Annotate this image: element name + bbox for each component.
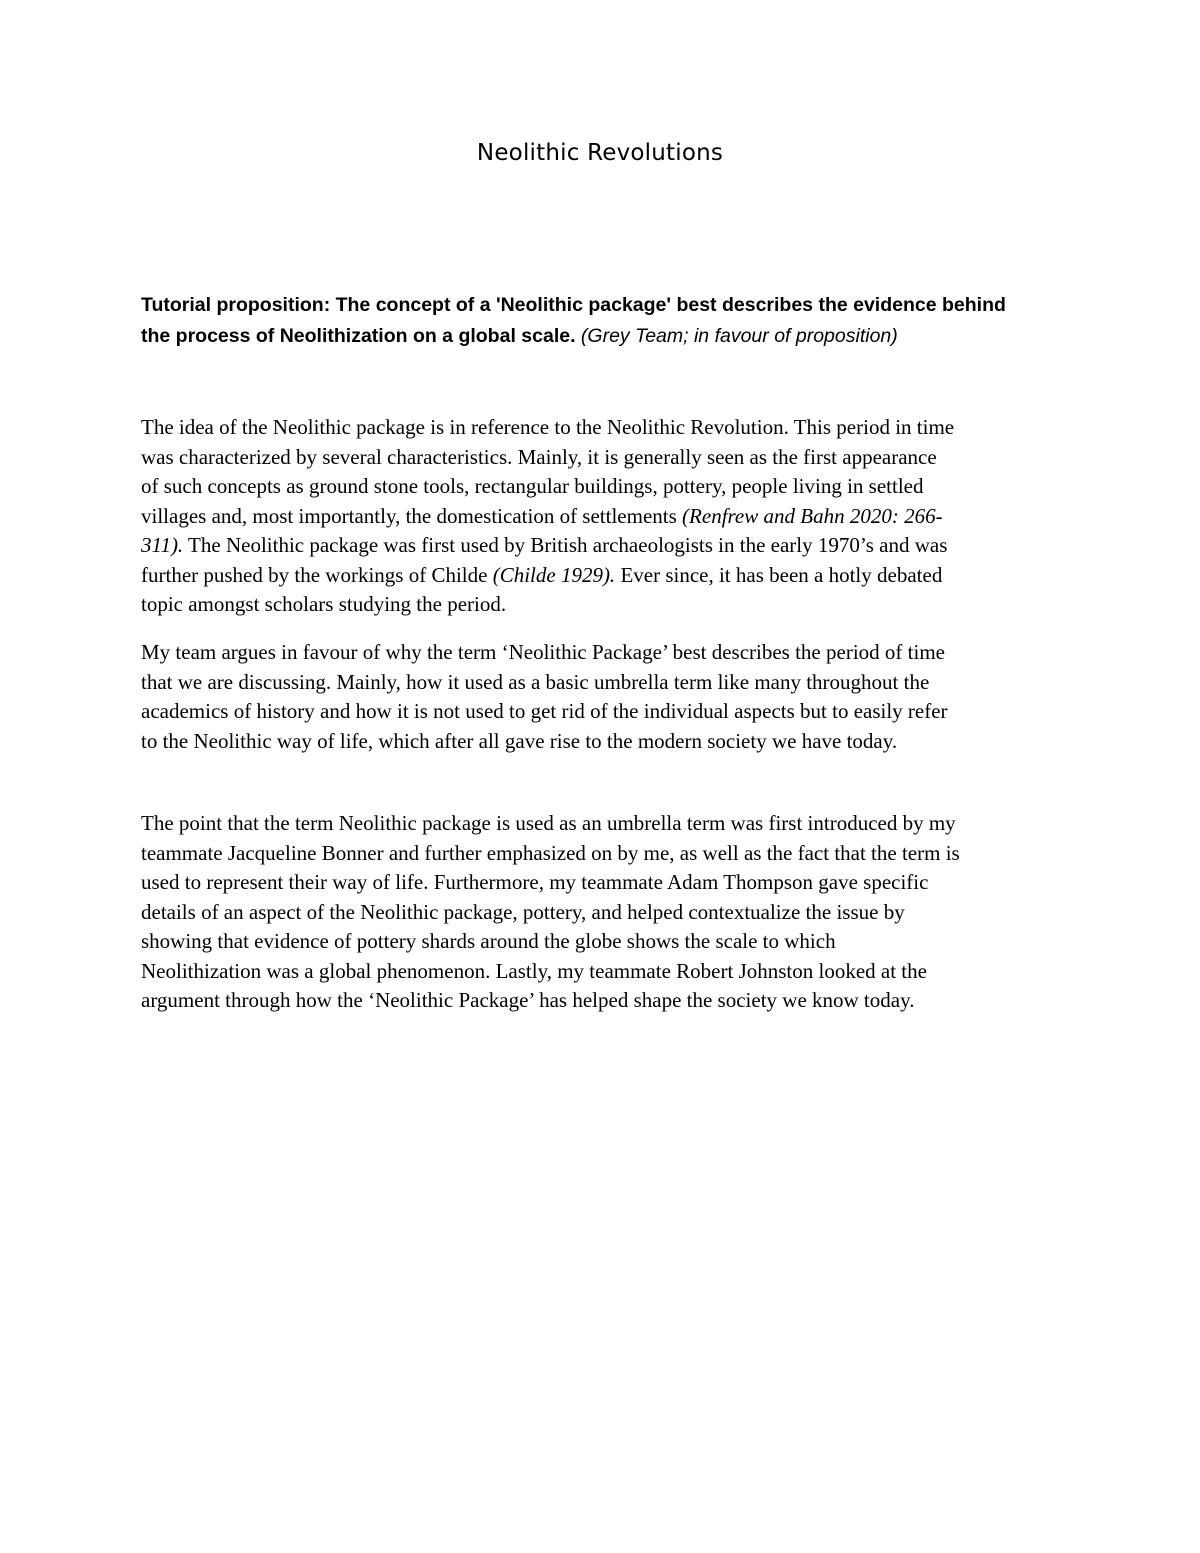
paragraph-2-line: My team argues in favour of why the term ‘Neolithic Package’ best describes the period of time [141, 640, 945, 664]
citation-renfrew-bahn: (Renfrew and Bahn 2020: 266- [682, 503, 943, 528]
tutorial-proposition [141, 290, 1071, 352]
paragraph-3-line: used to represent their way of life. Furthermore, my teammate Adam Thompson gave specific [141, 870, 929, 894]
paragraph-1-line: of such concepts as ground stone tools, rectangular buildings, pottery, people living in settled [141, 474, 924, 498]
paragraph-1-line: villages and, most importantly, the domestication of settlements [141, 503, 683, 528]
paragraph-3-line: showing that evidence of pottery shards around the globe shows the scale to which [141, 929, 836, 953]
paragraph-3-line: The point that the term Neolithic package is used as an umbrella term was first introduced by my [141, 811, 956, 835]
paragraph-2-line: academics of history and how it is not used to get rid of the individual aspects but to easily refer [141, 699, 948, 723]
citation-childe: (Childe 1929). [492, 562, 616, 587]
proposition-line-2: the process of Neolithization on a global scale. [141, 325, 576, 347]
document-title: Neolithic Revolutions [476, 140, 724, 166]
paragraph-1-line: was characterized by several characteristics. Mainly, it is generally seen as the first appearance [141, 444, 937, 469]
paragraph-1-line: topic amongst scholars studying the period. [141, 592, 507, 616]
paragraph-1 [141, 413, 1071, 620]
citation-renfrew-bahn-pages: 311). [141, 533, 184, 557]
proposition-team-note: (Grey Team; in favour of proposition) [580, 325, 898, 347]
paragraph-3-line: teammate Jacqueline Bonner and further emphasized on by me, as well as the fact that the term is [141, 840, 960, 865]
paragraph-3-line: argument through how the ‘Neolithic Package’ has helped shape the society we know today. [141, 988, 915, 1012]
paragraph-1-line: further pushed by the workings of Childe [141, 562, 493, 587]
paragraph-2 [141, 638, 1071, 756]
proposition-line-1: Tutorial proposition: The concept of a 'Neolithic package' best describes the evidence behind [141, 294, 1006, 316]
paragraph-1-line: Ever since, it has been a hotly debated [615, 562, 943, 587]
paragraph-3-line: details of an aspect of the Neolithic package, pottery, and helped contextualize the issue by [141, 899, 905, 924]
paragraph-2-line: to the Neolithic way of life, which after all gave rise to the modern society we have today. [141, 728, 898, 753]
paragraph-3-line: Neolithization was a global phenomenon. Lastly, my teammate Robert Johnston looked at the [141, 958, 927, 983]
paragraph-1-line: The idea of the Neolithic package is in reference to the Neolithic Revolution. This period in time [141, 415, 955, 439]
paragraph-3 [141, 809, 1071, 1016]
paragraph-1-line: The Neolithic package was first used by British archaeologists in the early 1970’s and was [183, 533, 948, 557]
paragraph-2-line: that we are discussing. Mainly, how it used as a basic umbrella term like many throughout the [141, 669, 930, 694]
